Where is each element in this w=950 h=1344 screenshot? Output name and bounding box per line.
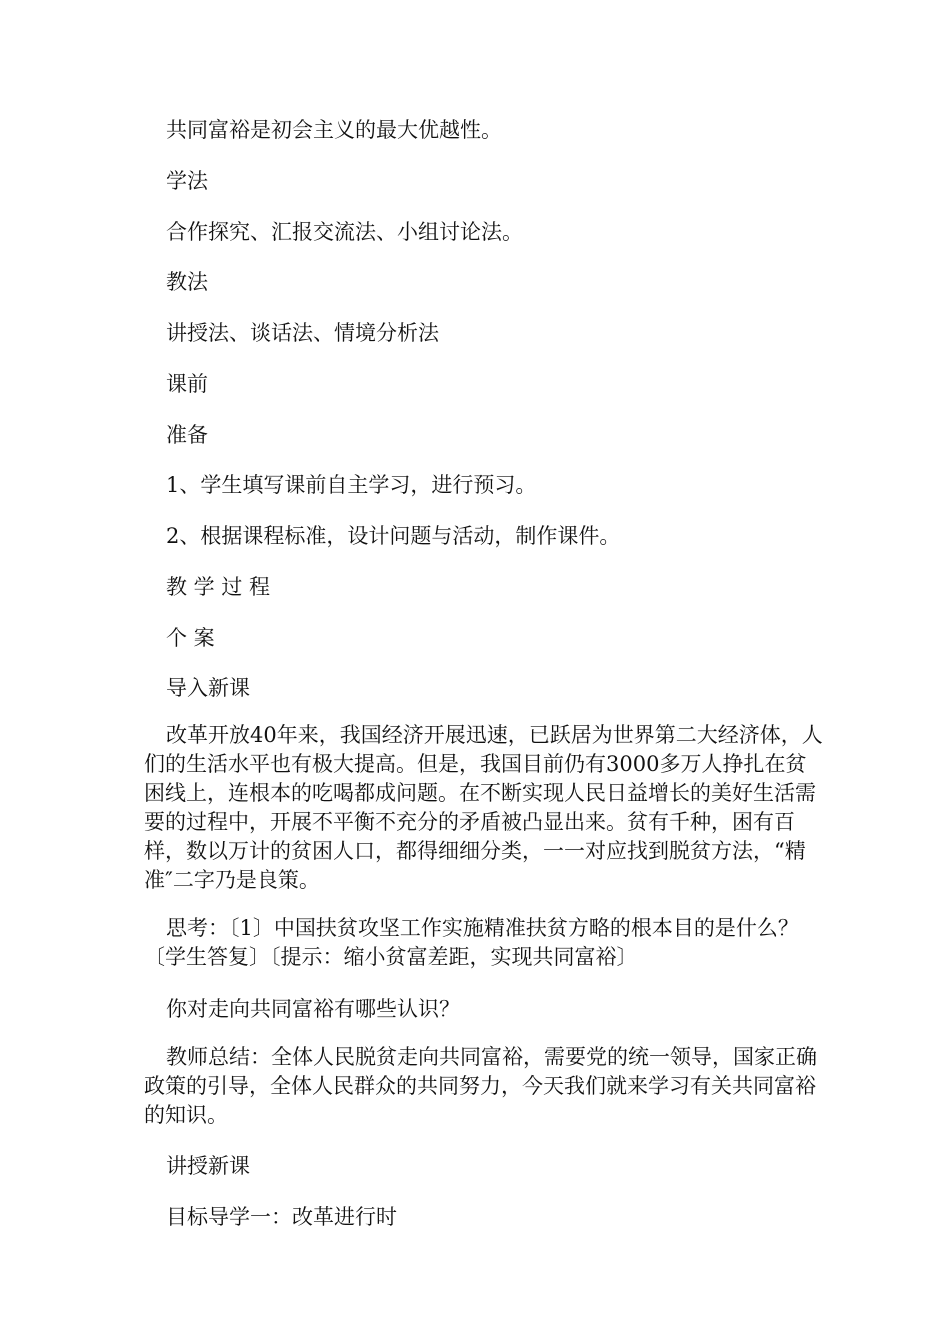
paragraph-16: 教师总结：全体人民脱贫走向共同富裕，需要党的统一领导，国家正确政策的引导，全体人民群众的共同努力，今天我们就来学习有关共同富裕的知识。 — [144, 1045, 817, 1127]
paragraph-2: 学法 — [166, 169, 208, 193]
paragraph-7: 准备 — [166, 423, 208, 447]
paragraph-14: 思考：〔1〕中国扶贫攻坚工作实施精准扶贫方略的根本目的是什么？〔学生答复〕〔提示：缩小贫富差距，实现共同富裕〕 — [144, 916, 799, 969]
paragraph-8: 1、学生填写课前自主学习，进行预习。 — [166, 473, 537, 497]
paragraph-18: 目标导学一：改革进行时 — [166, 1205, 397, 1229]
paragraph-12: 导入新课 — [166, 676, 250, 700]
paragraph-6: 课前 — [166, 372, 208, 396]
paragraph-5: 讲授法、谈话法、情境分析法 — [166, 321, 439, 345]
paragraph-9: 2、根据课程标准，设计问题与活动，制作课件。 — [166, 524, 621, 548]
paragraph-15: 你对走向共同富裕有哪些认识？ — [166, 997, 460, 1021]
paragraph-11: 个 案 — [166, 626, 215, 650]
paragraph-3: 合作探究、汇报交流法、小组讨论法。 — [166, 220, 523, 244]
paragraph-17: 讲授新课 — [166, 1154, 250, 1178]
paragraph-13: 改革开放40年来，我国经济开展迅速，已跃居为世界第二大经济体，人们的生活水平也有极大提高。但是，我国目前仍有3000多万人挣扎在贫困线上，连根本的吃喝都成问题。在不断实现人民日益增长的美好生活需要的过程中，开展不平衡不充分的矛盾被凸显出来。贫有千种，困有百样，数以万计的贫困人口，都得细细分类，一一对应找到脱贫方法，“精准″二字乃是良策。 — [144, 723, 823, 892]
paragraph-1: 共同富裕是初会主义的最大优越性。 — [166, 118, 502, 142]
paragraph-10: 教 学 过 程 — [166, 575, 271, 599]
paragraph-4: 教法 — [166, 270, 208, 294]
